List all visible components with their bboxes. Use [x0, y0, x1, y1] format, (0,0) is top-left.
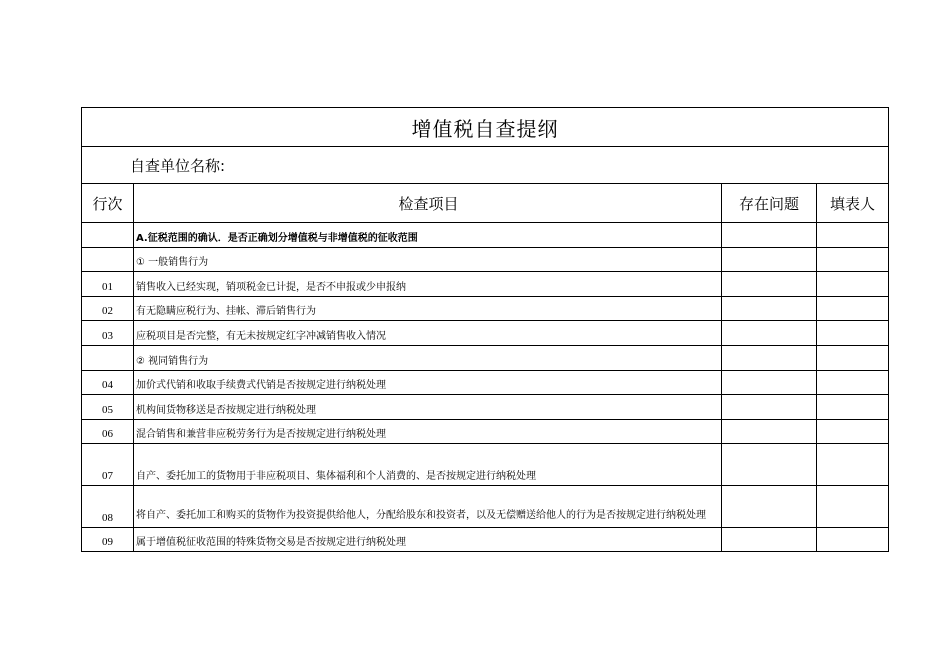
row-number: 06 — [102, 428, 113, 441]
table-row — [82, 247, 888, 272]
row-number: 07 — [102, 470, 113, 483]
filler-cell[interactable] — [816, 528, 888, 552]
table-row — [82, 443, 888, 485]
filler-cell[interactable] — [816, 444, 888, 485]
issue-cell[interactable] — [721, 321, 816, 345]
filler-cell[interactable] — [816, 486, 888, 527]
item-text: 加价式代销和收取手续费式代销是否按规定进行纳税处理 — [133, 371, 721, 395]
header-item: 检查项目 — [133, 184, 721, 222]
row-number: 04 — [102, 379, 113, 392]
row-number: 01 — [102, 280, 113, 293]
row-number — [82, 346, 133, 370]
item-text: 将自产、委托加工和购买的货物作为投资提供给他人，分配给股东和投资者，以及无偿赠送给他人的行为是否按规定进行纳税处理 — [133, 486, 721, 527]
subsection-heading: ① 一般销售行为 — [133, 248, 721, 272]
item-text: 销售收入已经实现，销项税金已计提，是否不申报或少申报纳 — [133, 272, 721, 296]
issue-cell[interactable] — [721, 346, 816, 370]
header-issue: 存在问题 — [721, 184, 816, 222]
row-number — [82, 223, 133, 247]
issue-cell[interactable] — [721, 420, 816, 444]
filler-cell[interactable] — [816, 297, 888, 321]
table-row — [82, 485, 888, 527]
row-number: 05 — [102, 403, 113, 416]
table-row — [82, 527, 888, 552]
unit-name-label: 自查单位名称: — [130, 156, 226, 175]
item-text: 应税项目是否完整，有无未按规定红字冲减销售收入情况 — [133, 321, 721, 345]
item-text: 有无隐瞒应税行为、挂帐、滞后销售行为 — [133, 297, 721, 321]
self-inspection-table — [81, 107, 889, 552]
header-filler: 填表人 — [816, 184, 888, 222]
section-heading: A.征税范围的确认．是否正确划分增值税与非增值税的征收范围 — [133, 223, 721, 247]
item-text: 自产、委托加工的货物用于非应税项目、集体福利和个人消费的、是否按规定进行纳税处理 — [133, 444, 721, 485]
row-number: 03 — [102, 329, 113, 342]
filler-cell[interactable] — [816, 223, 888, 247]
title-row — [82, 108, 888, 146]
row-number: 08 — [102, 511, 113, 524]
filler-cell[interactable] — [816, 420, 888, 444]
issue-cell[interactable] — [721, 395, 816, 419]
header-row — [82, 183, 888, 222]
header-row-no: 行次 — [92, 194, 123, 213]
filler-cell[interactable] — [816, 395, 888, 419]
table-row — [82, 222, 888, 247]
issue-cell[interactable] — [721, 297, 816, 321]
issue-cell[interactable] — [721, 486, 816, 527]
row-number — [82, 248, 133, 272]
table-row — [82, 419, 888, 444]
table-row — [82, 394, 888, 419]
row-number: 09 — [102, 536, 113, 549]
subsection-heading: ② 视同销售行为 — [133, 346, 721, 370]
issue-cell[interactable] — [721, 248, 816, 272]
row-number: 02 — [102, 305, 113, 318]
issue-cell[interactable] — [721, 444, 816, 485]
issue-cell[interactable] — [721, 272, 816, 296]
filler-cell[interactable] — [816, 248, 888, 272]
item-text: 属于增值税征收范围的特殊货物交易是否按规定进行纳税处理 — [133, 528, 721, 552]
item-text: 混合销售和兼营非应税劳务行为是否按规定进行纳税处理 — [133, 420, 721, 444]
filler-cell[interactable] — [816, 346, 888, 370]
table-row — [82, 320, 888, 345]
table-row — [82, 370, 888, 395]
table-row — [82, 345, 888, 370]
item-text: 机构间货物移送是否按规定进行纳税处理 — [133, 395, 721, 419]
issue-cell[interactable] — [721, 371, 816, 395]
filler-cell[interactable] — [816, 321, 888, 345]
document-title: 增值税自查提纲 — [411, 116, 559, 141]
table-row — [82, 271, 888, 296]
issue-cell[interactable] — [721, 223, 816, 247]
issue-cell[interactable] — [721, 528, 816, 552]
filler-cell[interactable] — [816, 272, 888, 296]
unit-row — [82, 146, 888, 183]
filler-cell[interactable] — [816, 371, 888, 395]
table-row — [82, 296, 888, 321]
